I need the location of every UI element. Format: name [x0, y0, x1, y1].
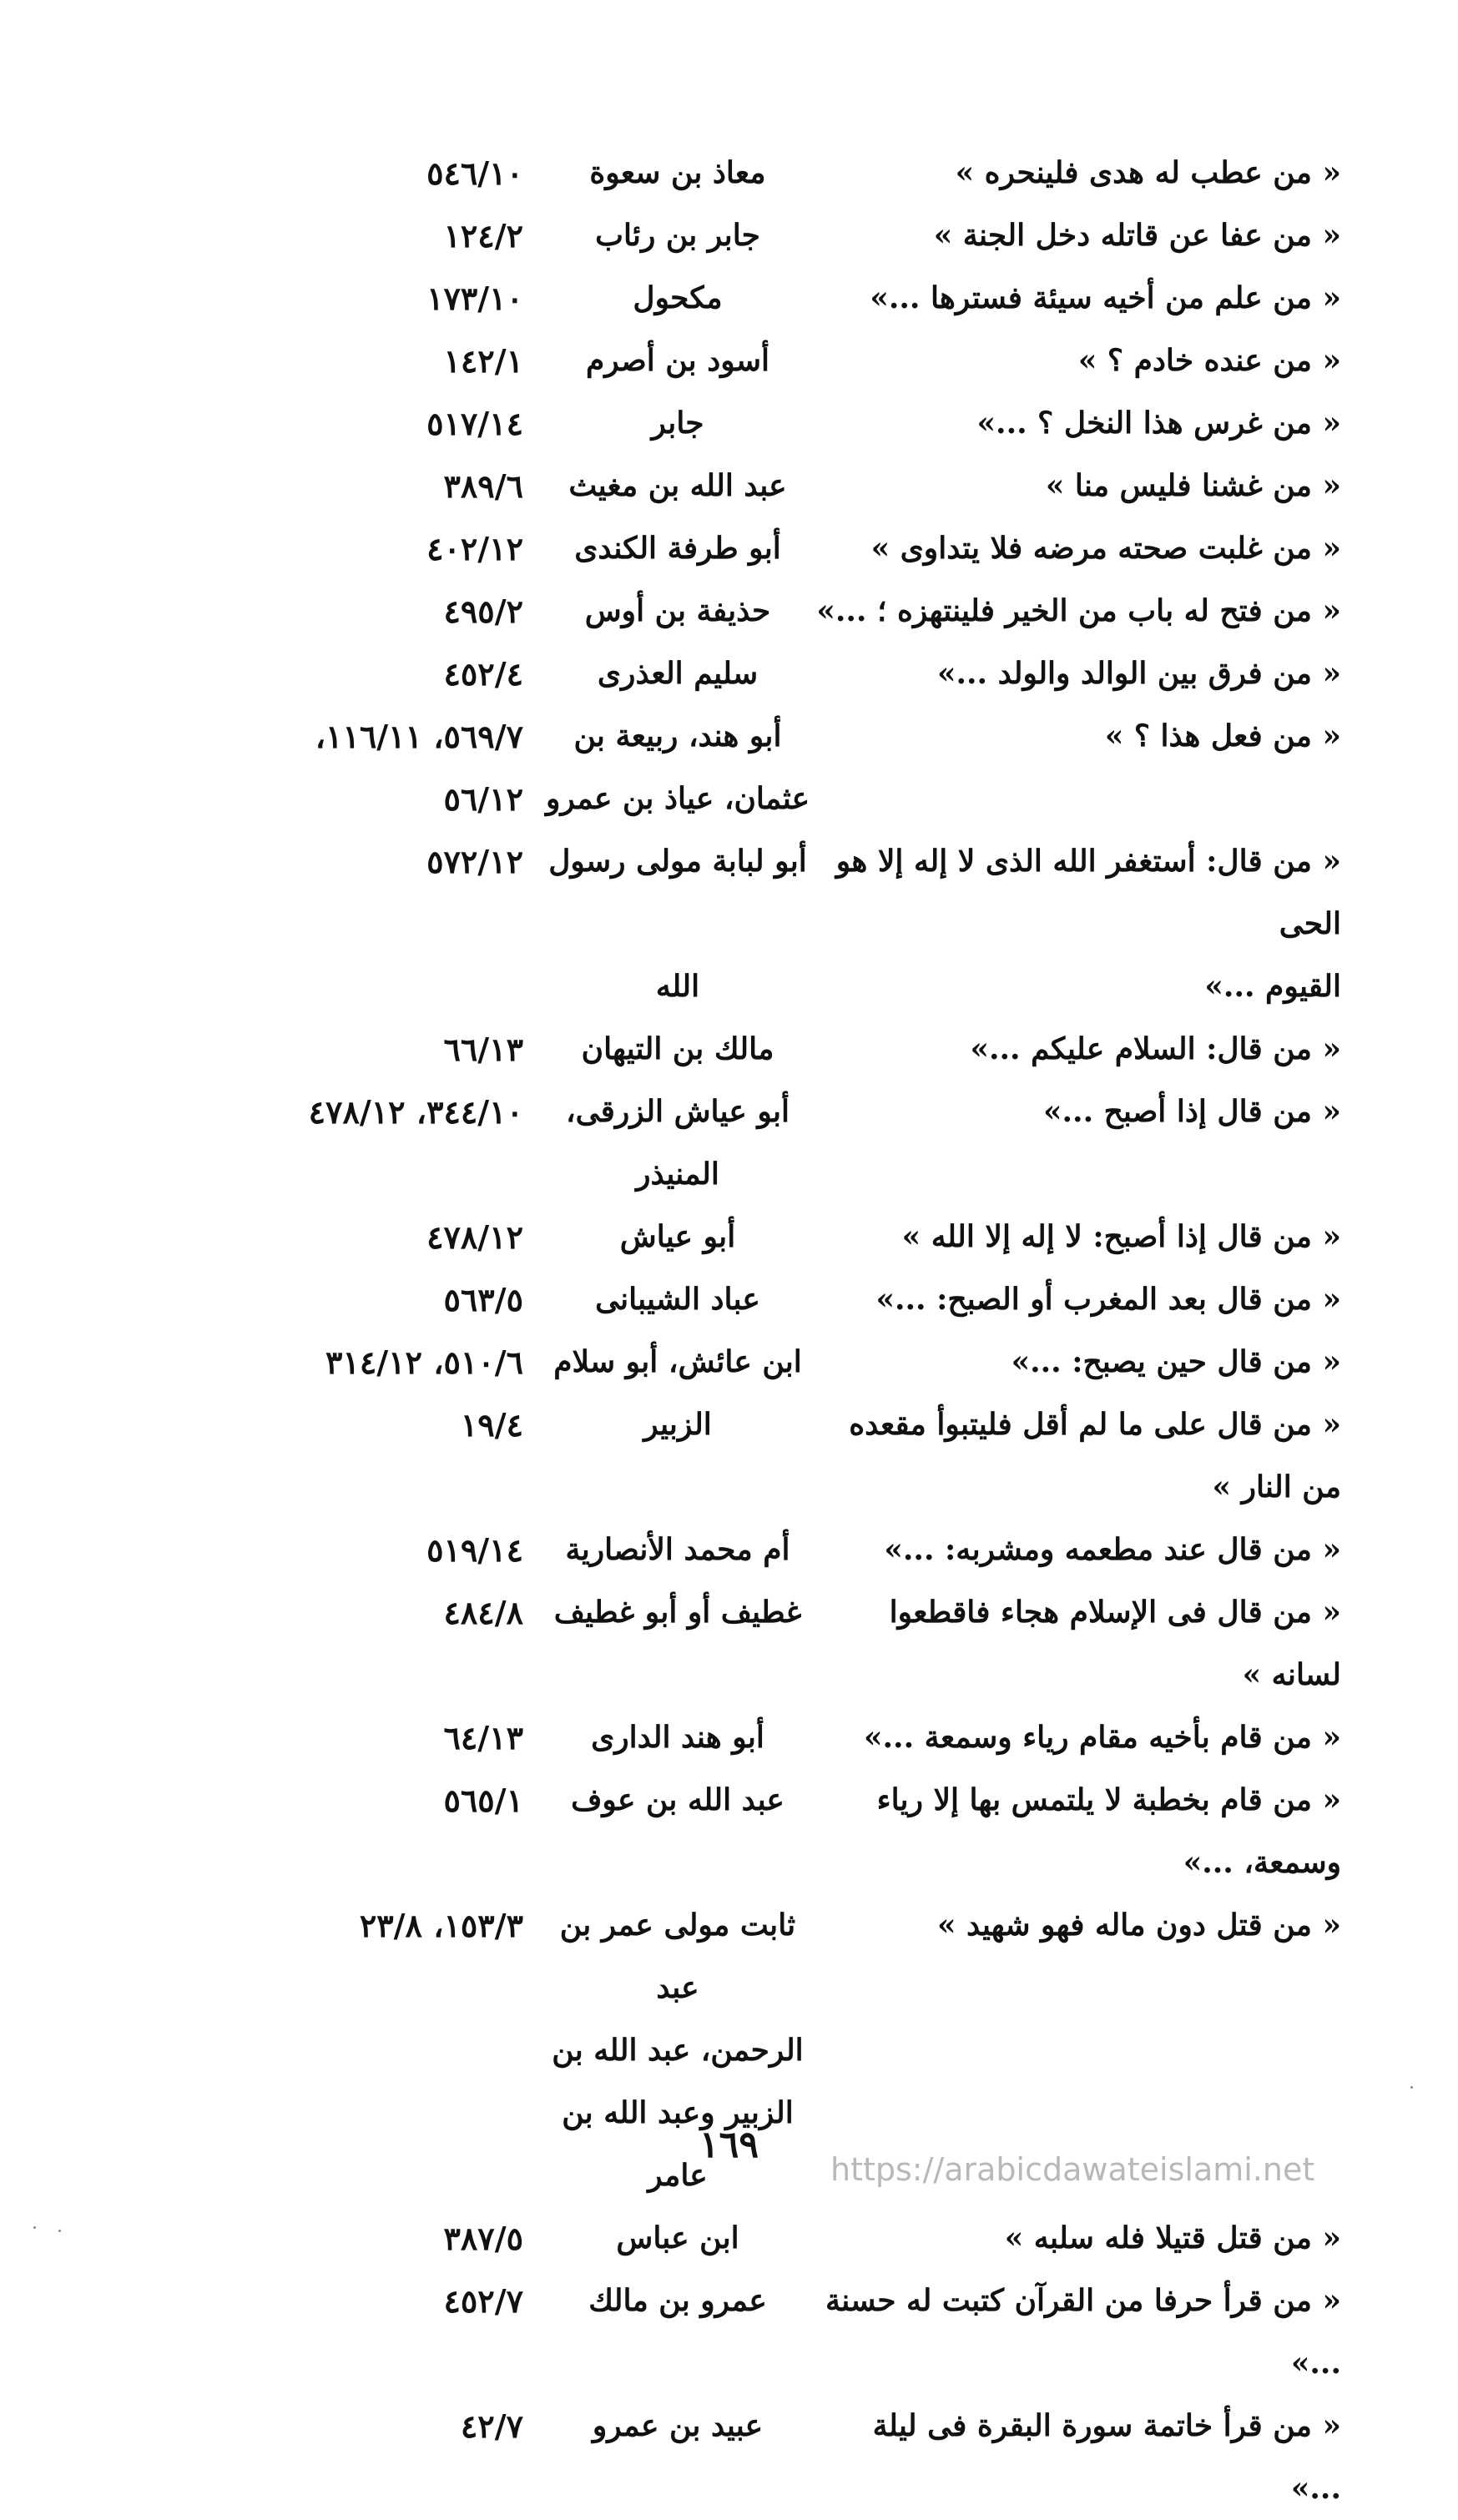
- index-row: [106, 2019, 1341, 2082]
- hadith-text: « من قام بخطبة لا يلتمس بها إلا رياء: [876, 1782, 1341, 1817]
- volume-page-reference: ١٢٤/٢: [443, 217, 523, 255]
- index-row: [106, 1581, 1341, 1706]
- volume-page-reference: ١٩/٤: [460, 1406, 523, 1444]
- narrator-name: أبو عياش الزرقى،: [566, 1094, 790, 1129]
- narrator-name: غطيف أو أبو غطيف: [553, 1595, 802, 1630]
- index-row: [106, 517, 1341, 580]
- index-row: [106, 1832, 1341, 1894]
- index-row: [106, 955, 1341, 1018]
- index-row: [106, 2270, 1341, 2395]
- narrator-name: الله: [655, 969, 700, 1004]
- volume-page-reference: ٣٨٧/٥: [443, 2220, 523, 2257]
- volume-page-reference: ٦٤/١٣: [443, 1719, 523, 1756]
- narrator-name: عباد الشيبانى: [595, 1282, 760, 1317]
- hadith-text: « من قتل قتيلا فله سلبه »: [1004, 2220, 1341, 2255]
- hadith-text: « من قال: أستغفر الله الذى لا إله إلا هو الحى: [835, 844, 1341, 941]
- index-row: [106, 580, 1341, 643]
- narrator-name: جابر بن رئاب: [595, 218, 760, 253]
- index-row: [106, 392, 1341, 455]
- hadith-text: « من قال: السلام عليكم ...»: [970, 1031, 1341, 1066]
- narrator-name: ابن عباس: [616, 2220, 739, 2255]
- hadith-text: « من قال حين يصبح: ...»: [1011, 1344, 1341, 1379]
- hadith-text: « من قال عند مطعمه ومشربه: ...»: [884, 1532, 1341, 1567]
- hadith-text: « من قال إذا أصبح: لا إله إلا الله »: [901, 1219, 1341, 1254]
- index-row: [106, 142, 1341, 204]
- narrator-name: عبد الله بن مغيث: [568, 468, 787, 503]
- index-row: [106, 330, 1341, 392]
- narrator-name: أسود بن أصرم: [585, 343, 769, 378]
- hadith-text: « من عطب له هدى فلينحره »: [955, 155, 1341, 190]
- volume-page-reference: ٤٥٢/٧: [443, 2282, 523, 2320]
- scan-speck: [58, 2230, 61, 2232]
- hadith-text: « من غشنا فليس منا »: [1045, 468, 1341, 503]
- volume-page-reference: ٤٥٢/٤: [443, 655, 523, 693]
- hadith-text: « من فتح له باب من الخير فلينتهزه ؛ ...»: [816, 593, 1341, 628]
- narrator-name: مكحول: [633, 280, 723, 315]
- page-number: ١٦٩: [699, 2124, 759, 2166]
- index-row: [106, 204, 1341, 267]
- index-row: [106, 1081, 1341, 1143]
- narrator-name: أم محمد الأنصارية: [565, 1532, 790, 1567]
- index-row: [106, 1143, 1341, 1206]
- volume-page-reference: ٥٦٣/٥: [443, 1281, 523, 1318]
- hadith-text: « من قتل دون ماله فهو شهيد »: [936, 1908, 1341, 1943]
- index-row: [106, 1018, 1341, 1081]
- volume-page-reference: ٤٠٢/١٢: [426, 530, 523, 567]
- narrator-name: أبو عياش: [619, 1219, 736, 1254]
- watermark-url: https://arabicdawateislami.net: [830, 2151, 1315, 2188]
- narrator-name: حذيفة بن أوس: [584, 593, 771, 628]
- volume-page-reference: ٥١٧/١٤: [426, 405, 523, 442]
- index-row: [106, 1769, 1341, 1832]
- narrator-name: الزبير وعبد الله بن عامر: [562, 2095, 794, 2193]
- hadith-text: « من قرأ حرفا من القرآن كتبت له حسنة ...»: [825, 2283, 1341, 2381]
- hadith-text: « من عفا عن قاتله دخل الجنة »: [933, 218, 1341, 253]
- volume-page-reference: ٦٦/١٣: [443, 1031, 523, 1068]
- volume-page-reference: ٥٤٦/١٠: [426, 154, 523, 192]
- hadith-text: « من فعل هذا ؟ »: [1104, 718, 1341, 753]
- volume-page-reference: ٥٧٢/١٢: [426, 843, 523, 880]
- hadith-text: « من قال على ما لم أقل فليتبوأ مقعده من النار »: [849, 1407, 1341, 1504]
- narrator-name: عبيد بن عمرو: [592, 2408, 764, 2443]
- scan-speck: [33, 2226, 36, 2229]
- hadith-text: « من قام بأخيه مقام رياء وسمعة ...»: [864, 1720, 1341, 1755]
- volume-page-reference: ٤٢/٧: [460, 2407, 523, 2445]
- index-row: [106, 455, 1341, 517]
- volume-page-reference: ٤٩٥/٢: [443, 592, 523, 630]
- hadith-text: « من غرس هذا النخل ؟ ...»: [976, 406, 1341, 441]
- index-row: [106, 1206, 1341, 1268]
- narrator-name: ثابت مولى عمر بن عبد: [559, 1908, 796, 2005]
- index-row: [106, 1706, 1341, 1769]
- volume-page-reference: ٥١٠/٦، ٣١٤/١٢: [325, 1343, 523, 1381]
- hadith-text: « من فرق بين الوالد والولد ...»: [936, 656, 1341, 691]
- narrator-name: المنيذر: [636, 1157, 719, 1192]
- volume-page-reference: ٥١٩/١٤: [426, 1531, 523, 1569]
- volume-page-reference: ٣٨٩/٦: [443, 467, 523, 505]
- hadith-text: « من غلبت صحته مرضه فلا يتداوى »: [870, 531, 1341, 566]
- narrator-name: الرحمن، عبد الله بن: [552, 2033, 804, 2068]
- index-row: [106, 768, 1341, 830]
- hadith-text: « من قال إذا أصبح ...»: [1043, 1094, 1341, 1129]
- index-row: [106, 1268, 1341, 1331]
- hadith-text: « من قرأ خاتمة سورة البقرة فى ليلة ...»: [872, 2408, 1341, 2506]
- narrator-name: جابر: [651, 406, 704, 441]
- hadith-text: « من عنده خادم ؟ »: [1077, 343, 1341, 378]
- narrator-name: معاذ بن سعوة: [589, 155, 766, 190]
- narrator-name: عبد الله بن عوف: [571, 1782, 784, 1817]
- index-row: [106, 2207, 1341, 2270]
- volume-page-reference: ٣٤٤/١٠، ٤٧٨/١٢: [308, 1093, 523, 1131]
- hadith-text: « من علم من أخيه سيئة فسترها ...»: [870, 280, 1341, 315]
- narrator-name: عمرو بن مالك: [588, 2283, 767, 2318]
- narrator-name: أبو هند، ربيعة بن: [573, 718, 782, 753]
- volume-page-reference: ٥٦٥/١: [443, 1782, 523, 1819]
- index-row: [106, 2395, 1341, 2520]
- narrator-name: مالك بن التيهان: [581, 1031, 774, 1066]
- narrator-name: ابن عائش، أبو سلام: [553, 1344, 802, 1379]
- volume-page-reference: ١٥٣/٣، ٢٣/٨: [359, 1907, 523, 1944]
- narrator-name: أبو هند الدارى: [591, 1720, 764, 1755]
- narrator-name: سليم العذرى: [597, 656, 759, 691]
- index-row: [106, 1894, 1341, 2019]
- hadith-text: وسمعة، ...»: [1183, 1845, 1341, 1880]
- index-row: [106, 643, 1341, 705]
- narrator-name: الزبير: [643, 1407, 712, 1442]
- index-row: [106, 267, 1341, 330]
- hadith-text: « من قال فى الإسلام هجاء فاقطعوا لسانه »: [889, 1595, 1341, 1692]
- hadith-text: « من قال بعد المغرب أو الصبح: ...»: [875, 1282, 1341, 1317]
- index-row: [106, 1519, 1341, 1581]
- index-row: [106, 705, 1341, 768]
- hadith-text: القيوم ...»: [1204, 969, 1341, 1004]
- volume-page-reference: ٤٧٨/١٢: [426, 1218, 523, 1256]
- index-row: [106, 830, 1341, 955]
- volume-page-reference: ٤٨٤/٨: [443, 1594, 523, 1631]
- volume-page-reference: ٥٦/١٢: [443, 780, 523, 818]
- scan-speck: [1410, 2086, 1413, 2089]
- volume-page-reference: ١٧٣/١٠: [426, 280, 523, 317]
- narrator-name: أبو طرفة الكندى: [574, 531, 781, 566]
- index-row: [106, 1394, 1341, 1519]
- index-row: [106, 1331, 1341, 1394]
- narrator-name: أبو لبابة مولى رسول: [548, 844, 807, 879]
- volume-page-reference: ١٤٢/١: [443, 342, 523, 380]
- volume-page-reference: ٥٦٩/٧، ١١٦/١١،: [315, 718, 523, 755]
- narrator-name: عثمان، عياذ بن عمرو: [545, 781, 810, 816]
